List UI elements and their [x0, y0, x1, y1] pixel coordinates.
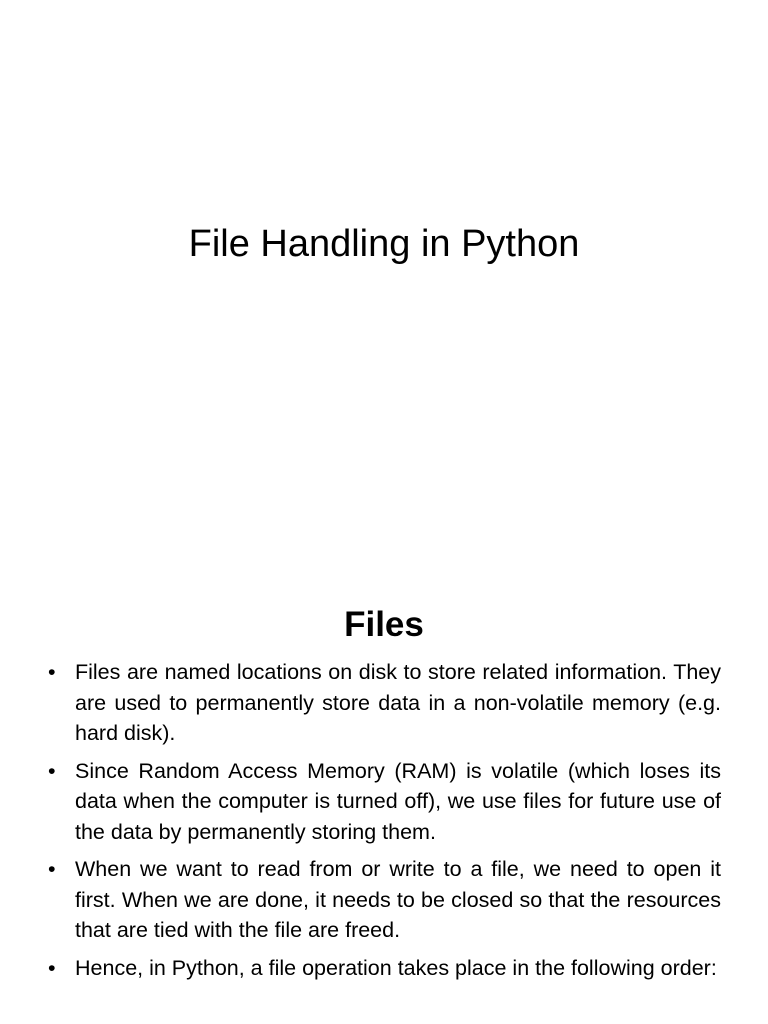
bullet-item — [48, 657, 721, 749]
bullet-icon: • — [48, 955, 56, 980]
slide-title: File Handling in Python — [188, 223, 580, 265]
bullet-item — [48, 953, 721, 984]
bullet-text: Files are named locations on disk to store related information. They are used to permanently store data in a non-volatile memory (e.g. hard disk). — [75, 660, 721, 745]
bullet-list — [48, 657, 721, 990]
bullet-icon: • — [48, 857, 56, 881]
bullet-text: When we want to read from or write to a file, we need to open it first. When we are done, it needs to be closed so that the resources that are tied with the file are freed. — [75, 857, 721, 942]
bullet-item — [48, 756, 721, 848]
bullet-text: Hence, in Python, a file operation takes place in the following order: — [75, 955, 717, 980]
bullet-icon: • — [48, 758, 56, 783]
bullet-text: Since Random Access Memory (RAM) is volatile (which loses its data when the computer is turned off), we use files for future use of the data by permanently storing them. — [75, 758, 721, 844]
section-heading: Files — [344, 605, 424, 644]
bullet-icon: • — [48, 660, 56, 684]
bullet-item — [48, 854, 721, 946]
